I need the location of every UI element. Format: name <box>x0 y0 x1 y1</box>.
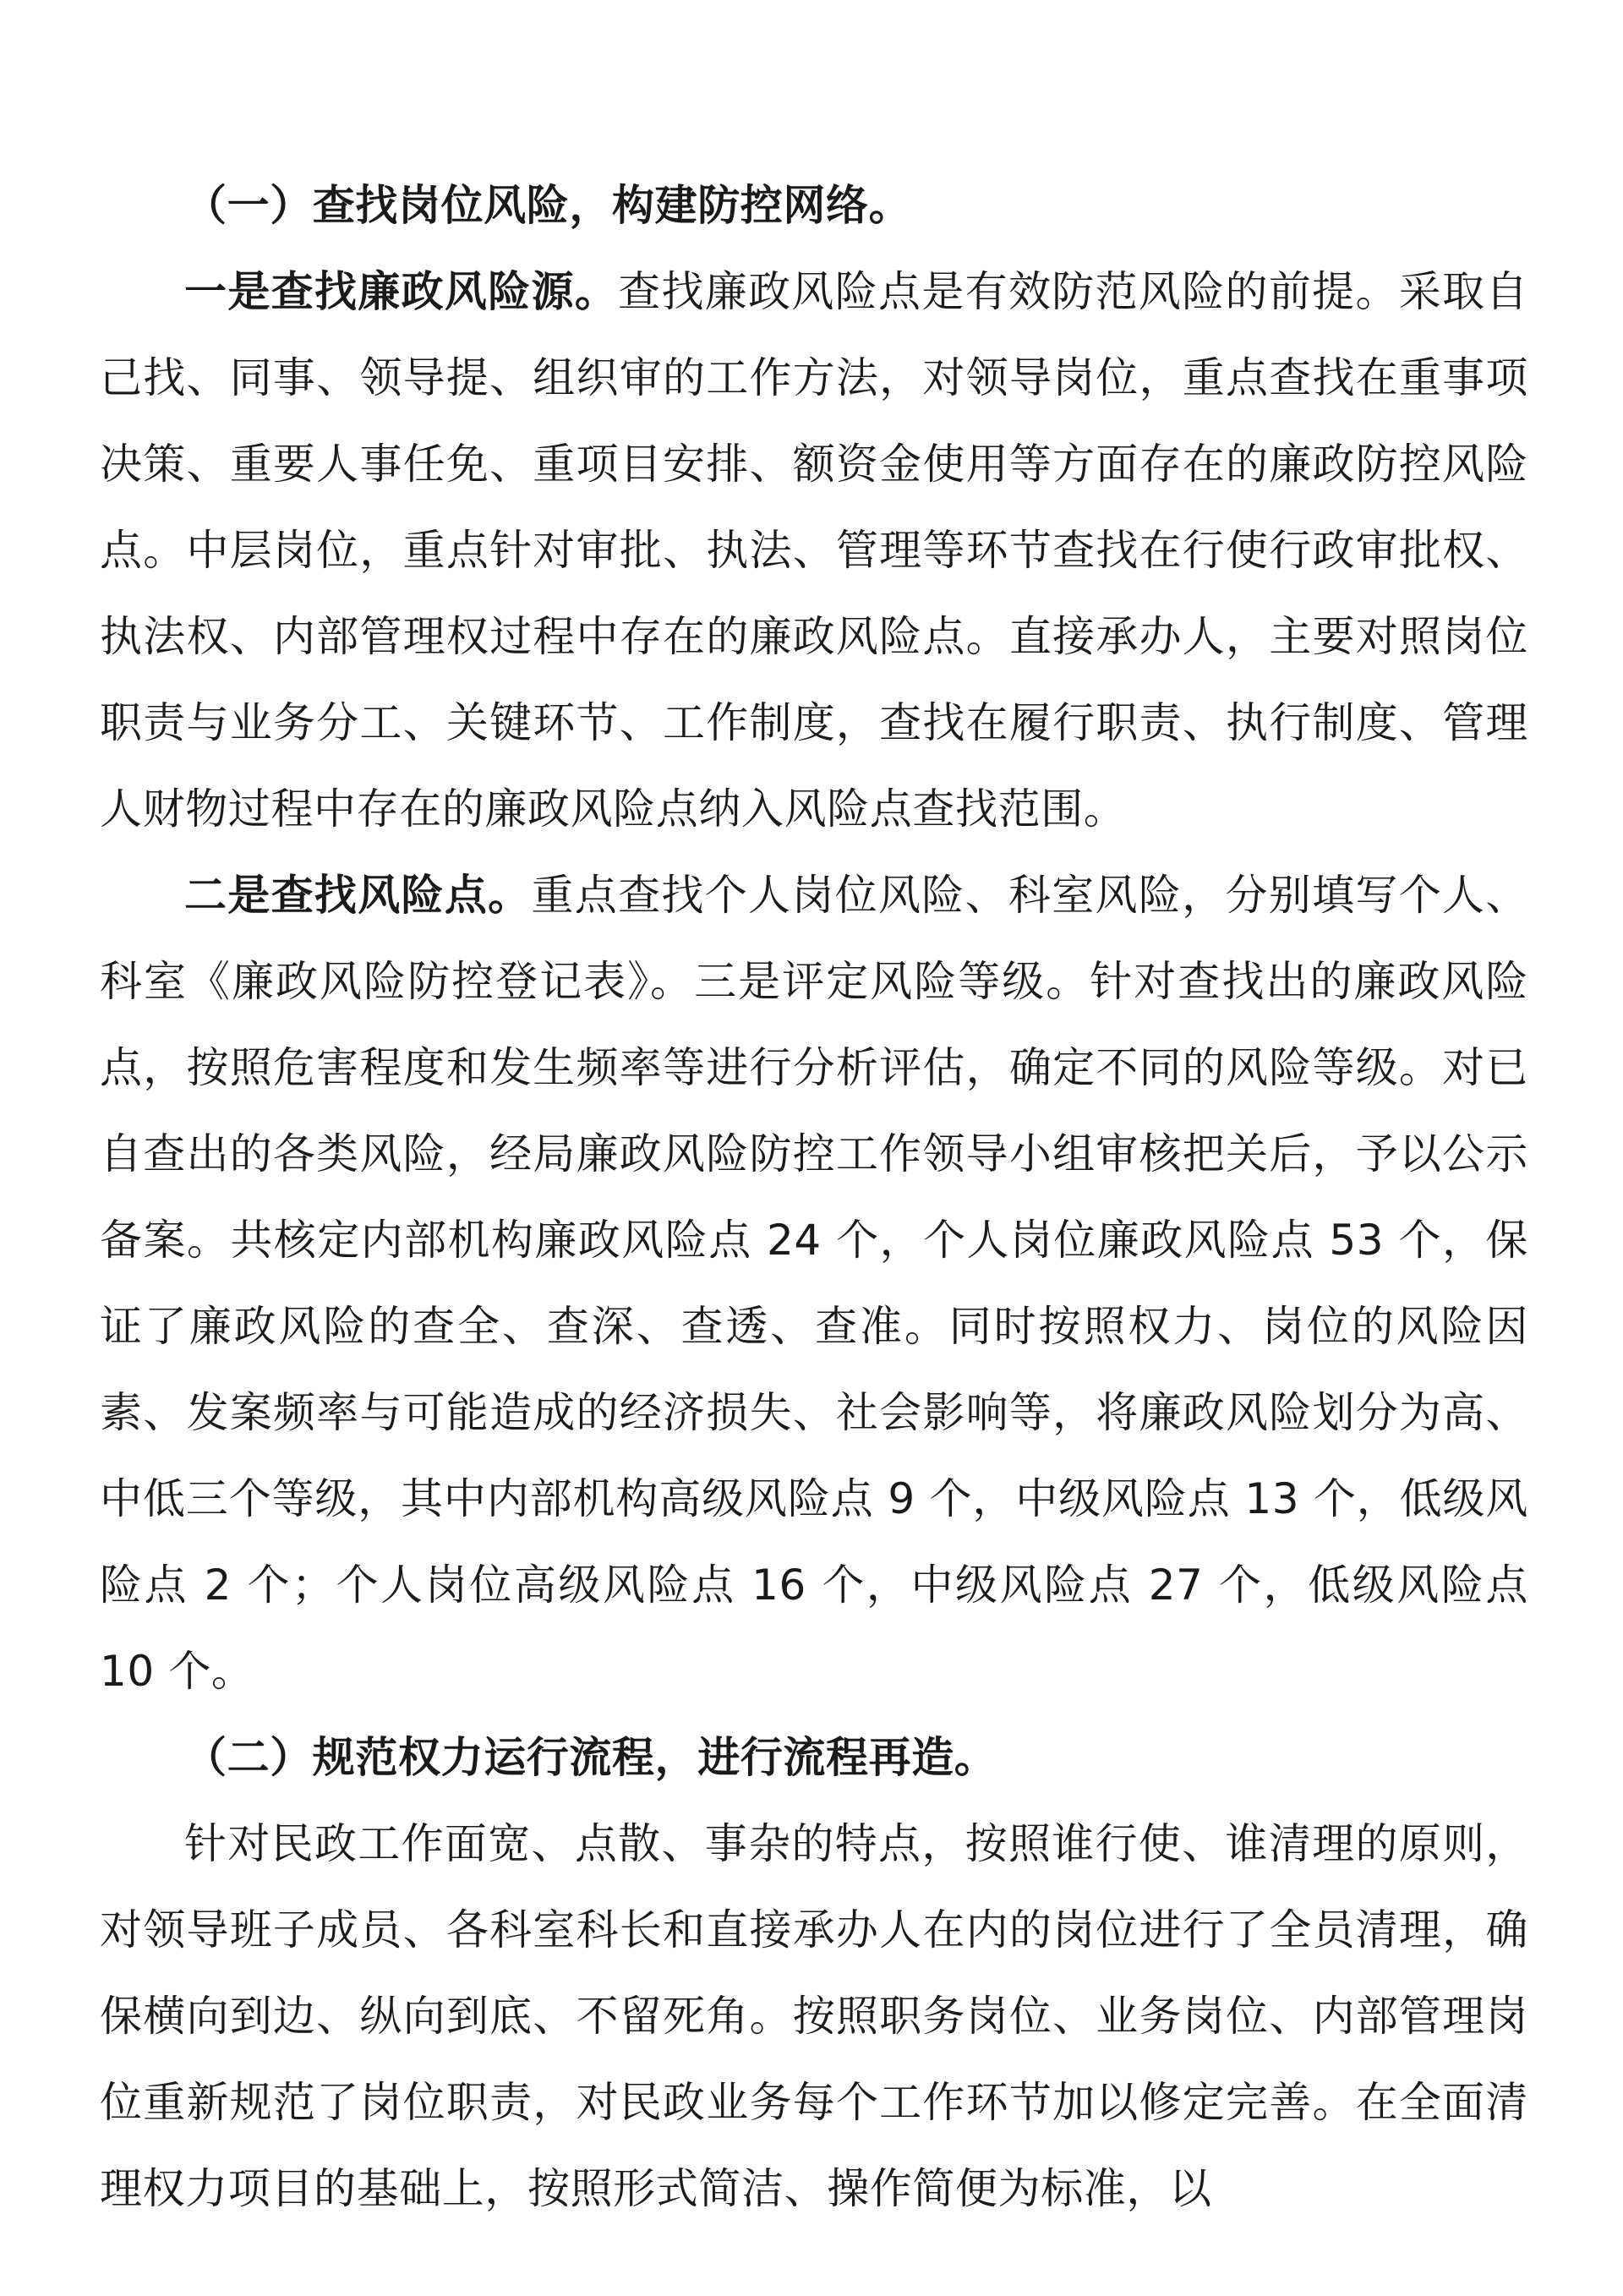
paragraph-text-risk-points: 重点查找个人岗位风险、科室风险，分别填写个人、科室《廉政风险防控登记表》。三是评定风险等级。针对查找出的廉政风险点，按照危害程度和发生频率等进行分析评估，确定不同的风险等级。对已自查出的各类风险，经局廉政风险防控工作领导小组审核把关后，予以公示备案。共核定内部机构廉政风险点 24 个，个人岗位廉政风险点 53 个，保证了廉政风险的查全、查深、查透、查准。同时按照权力、岗位的风险因素、发案频率与可能造成的经济损失、社会影响等，将廉政风险划分为高、中低三个等级，其中内部机构高级风险点 9 个，中级风险点 13 个，低级风险点 2 个；个人岗位高级风险点 16 个，中级风险点 27 个，低级风险点 10 个。 <box>100 871 1528 1696</box>
section-heading-1: （一）查找岗位风险，构建防控网络。 <box>184 181 912 230</box>
paragraph-lead-risk-source: 一是查找廉政风险源。 <box>184 267 619 316</box>
section-heading-2: （二）规范权力运行流程，进行流程再造。 <box>184 1733 997 1782</box>
paragraph-risk-points <box>100 852 1528 1714</box>
paragraph-risk-source <box>100 249 1528 852</box>
document-body <box>100 162 1528 2232</box>
paragraph-lead-risk-points: 二是查找风险点。 <box>184 871 532 920</box>
paragraph-process-reform: 针对民政工作面宽、点散、事杂的特点，按照谁行使、谁清理的原则，对领导班子成员、各科室科长和直接承办人在内的岗位进行了全员清理，确保横向到边、纵向到底、不留死角。按照职务岗位、业务岗位、内部管理岗位重新规范了岗位职责，对民政业务每个工作环节加以修定完善。在全面清理权力项目的基础上，按照形式简洁、操作简便为标准，以 <box>100 1819 1528 2213</box>
paragraph-text-risk-source: 查找廉政风险点是有效防范风险的前提。采取自己找、同事、领导提、组织审的工作方法，对领导岗位，重点查找在重事项决策、重要人事任免、重项目安排、额资金使用等方面存在的廉政防控风险点。中层岗位，重点针对审批、执法、管理等环节查找在行使行政审批权、执法权、内部管理权过程中存在的廉政风险点。直接承办人，主要对照岗位职责与业务分工、关键环节、工作制度，查找在履行职责、执行制度、管理人财物过程中存在的廉政风险点纳入风险点查找范围。 <box>100 267 1528 834</box>
